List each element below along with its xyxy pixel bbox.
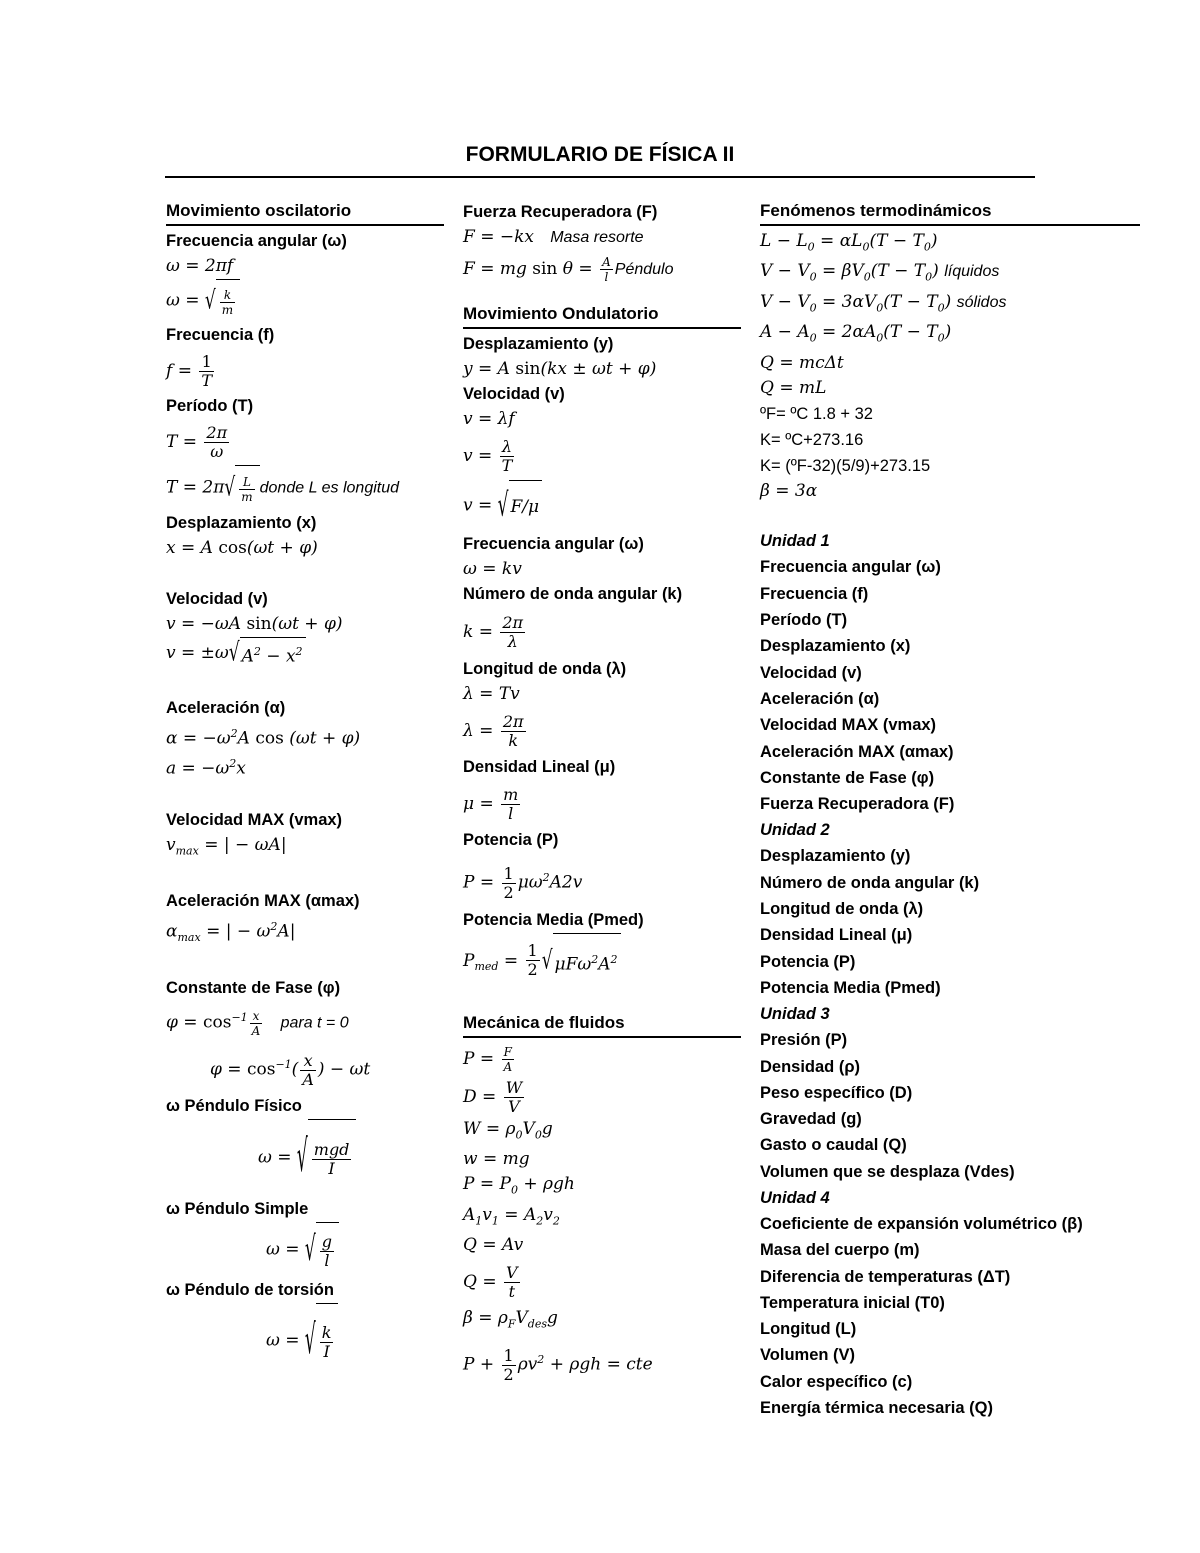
- section-heading-oscillatory: Movimiento oscilatorio: [166, 200, 444, 226]
- list-item: Frecuencia angular (ω): [760, 558, 941, 577]
- formula-bernoulli: P + $\frac{1}{2}$ $\rho v^2 + \rho gh$ = cte: [463, 1346, 653, 1385]
- list-item: Constante de Fase (φ): [760, 768, 935, 787]
- list-item: Densidad Lineal (μ): [760, 926, 913, 945]
- formula-omega-2pif: ω = 2πf: [166, 256, 234, 276]
- section-heading-fluids: Mecánica de fluidos: [463, 1012, 741, 1038]
- unit-heading: Unidad 1: [760, 532, 830, 551]
- formula-W-rho: $W = \rho_0V_0g$: [463, 1118, 553, 1142]
- formula-P-F-A: P = $\frac{F}{A}$: [463, 1044, 513, 1074]
- label-period: Período (T): [166, 397, 254, 415]
- label-velocity: Velocidad (v): [166, 590, 268, 608]
- list-item: Coeficiente de expansión volumétrico (β): [760, 1214, 1083, 1233]
- formula-linear-expansion: $L - L_0 = \alpha L_0(T - T_0)$: [760, 231, 938, 254]
- formula-F-mg-sin: F = mg sin θ = $\frac{A}{l}$ Péndulo: [463, 255, 674, 284]
- column-thermo: [760, 200, 1140, 1421]
- formula-omega-kv: ω = kv: [463, 559, 522, 579]
- formula-beta: $\beta = \rho_FV_{des}g$: [463, 1308, 558, 1331]
- mass-spring-note: Masa resorte: [550, 229, 644, 246]
- label-mean-power: Potencia Media (Pmed): [463, 910, 644, 929]
- label-simple-pendulum: ω Péndulo Simple: [166, 1199, 309, 1218]
- label-restoring-force: Fuerza Recuperadora (F): [463, 203, 658, 221]
- list-item: Desplazamiento (y): [760, 847, 911, 866]
- label-acceleration-max: Aceleración MAX (αmax): [166, 892, 360, 911]
- formula-vol-solids: $V - V_0 = 3\alpha V_0(T - T_0)$ sólidos: [760, 291, 1007, 315]
- list-item: Temperatura inicial (T0): [760, 1293, 945, 1312]
- pendulum-note: Péndulo: [614, 261, 674, 278]
- list-item: Potencia (P): [760, 952, 856, 971]
- list-item: Longitud de onda (λ): [760, 900, 924, 919]
- formula-v-sin: v = −ωA sin(ωt + φ): [166, 614, 343, 634]
- formula-P: P = $\frac{1}{2}$ $\mu\omega^2A2v$: [463, 863, 583, 902]
- formula-omega-physical: ω = √ $\frac{\text{mgd}}{I}$: [166, 1119, 444, 1197]
- formula-Pmed: $P_{med}$ = $\frac{1}{2}$ √ $\mu F\omega^2A^2$: [463, 933, 741, 992]
- page-title: FORMULARIO DE FÍSICA II: [465, 143, 735, 166]
- label-phase-constant: Constante de Fase (φ): [166, 979, 341, 998]
- list-item: Velocidad MAX (vmax): [760, 716, 937, 735]
- list-item: Diferencia de temperaturas (ΔT): [760, 1267, 1011, 1286]
- units-index-list: [760, 528, 1140, 1421]
- list-item: Potencia Media (Pmed): [760, 978, 941, 997]
- formula-v-sqrt: v = ±ω√ $A^2 - x^2$: [166, 637, 444, 670]
- formula-v-sqrt-F-mu: v = √ F/μ: [463, 480, 741, 532]
- formula-x-cos: x = A cos(ωt + φ): [166, 538, 318, 558]
- formula-Q-mL: Q = mL: [760, 377, 827, 398]
- list-item: Masa del cuerpo (m): [760, 1241, 920, 1260]
- formula-k-2pi-lambda: k = $\frac{2\pi}{\lambda}$: [463, 613, 524, 651]
- conversion-K-from-F: K= (ºF-32)(5/9)+273.15: [760, 457, 931, 476]
- formula-T-pendulum: T = 2π√ $\frac{L}{m}$ donde L es longitud: [166, 465, 444, 511]
- formula-f-1-T: f = $\frac{1}{T}$: [166, 352, 213, 390]
- section-heading-thermo: Fenómenos termodinámicos: [760, 200, 1140, 226]
- formula-omega-torsion: ω = √ $\frac{k}{I}$: [166, 1303, 444, 1379]
- label-wave-angular-frequency: Frecuencia angular (ω): [463, 535, 644, 553]
- list-item: Densidad (ρ): [760, 1057, 861, 1076]
- formula-phi-acos-t0: $\varphi = \cos^{-1}$ $\frac{x}{A}$ para t = 0: [166, 1009, 349, 1039]
- list-item: Número de onda angular (k): [760, 873, 980, 892]
- column-waves-fluids: [463, 200, 741, 1389]
- label-power: Potencia (P): [463, 831, 559, 849]
- list-item: Energía térmica necesaria (Q): [760, 1399, 993, 1418]
- formula-v-lambda-f: v = λf: [463, 409, 515, 429]
- label-acceleration: Aceleración (α): [166, 698, 286, 717]
- list-item: Peso específico (D): [760, 1083, 913, 1102]
- conversion-F: ºF= ºC 1.8 + 32: [760, 404, 873, 423]
- period-note: donde L es longitud: [259, 479, 400, 497]
- formula-F-kx: F = −kx Masa resorte: [463, 227, 644, 247]
- formula-y-sin: y = A sin(kx ± ωt + φ): [463, 359, 657, 379]
- formula-T-2pi-omega: T = $\frac{2\pi}{\omega}$: [166, 423, 228, 461]
- list-item: Volumen (V): [760, 1346, 856, 1365]
- liquids-note: líquidos: [944, 263, 1000, 281]
- formula-alpha-cos: $\alpha = -\omega^2A$ cos (ωt + φ): [166, 726, 361, 749]
- label-physical-pendulum: ω Péndulo Físico: [166, 1096, 302, 1115]
- label-torsion-pendulum: ω Péndulo de torsión: [166, 1280, 334, 1299]
- label-frequency: Frecuencia (f): [166, 326, 275, 344]
- formula-omega-simple: ω = √ $\frac{g}{l}$: [166, 1222, 444, 1278]
- formula-Q-Av: Q = Av: [463, 1235, 524, 1256]
- label-linear-density: Densidad Lineal (μ): [463, 758, 616, 776]
- list-item: Gasto o caudal (Q): [760, 1136, 907, 1155]
- formula-area-expansion: $A - A_0 = 2\alpha A_0(T - T_0)$: [760, 322, 952, 345]
- section-heading-waves: Movimiento Ondulatorio: [463, 303, 741, 329]
- list-item: Presión (P): [760, 1031, 848, 1050]
- formula-v-lambda-T: v = $\frac{\lambda}{T}$: [463, 437, 513, 475]
- list-item: Fuerza Recuperadora (F): [760, 795, 955, 814]
- label-wave-number: Número de onda angular (k): [463, 585, 683, 603]
- formula-Q-V-t: Q = $\frac{V}{t}$: [463, 1263, 518, 1302]
- formula-lambda-2pi-k: λ = $\frac{2\pi}{k}$: [463, 712, 524, 750]
- list-item: Aceleración MAX (αmax): [760, 742, 954, 761]
- unit-heading: Unidad 3: [760, 1005, 830, 1024]
- unit-heading: Unidad 4: [760, 1188, 830, 1207]
- label-wave-displacement: Desplazamiento (y): [463, 335, 614, 353]
- label-velocity-max: Velocidad MAX (vmax): [166, 810, 343, 829]
- phase-note: para t = 0: [280, 1015, 349, 1033]
- formula-omega-sqrt-k-m: ω = √ $\frac{k}{m}$: [166, 279, 444, 323]
- column-oscillatory: [166, 200, 444, 1379]
- title-divider: [165, 176, 1035, 178]
- formula-amax: $\alpha_{max}$ = | − $\omega^2A|$: [166, 920, 296, 945]
- solids-note: sólidos: [956, 293, 1007, 311]
- list-item: Volumen que se desplaza (Vdes): [760, 1162, 1015, 1181]
- formula-Q-mc: Q = mcΔt: [760, 352, 844, 373]
- list-item: Gravedad (g): [760, 1110, 862, 1129]
- unit-heading: Unidad 2: [760, 821, 830, 840]
- formula-vol-liquids: $V - V_0 = \beta V_0(T - T_0)$ líquidos: [760, 261, 1000, 284]
- formula-D-W-V: D = $\frac{W}{V}$: [463, 1077, 523, 1116]
- formula-w-mg: w = mg: [463, 1149, 530, 1170]
- label-displacement: Desplazamiento (x): [166, 514, 317, 532]
- formula-P-hydrostatic: $P = P_0 + \rho gh$: [463, 1174, 575, 1197]
- list-item: Período (T): [760, 611, 848, 630]
- label-angular-frequency: Frecuencia angular (ω): [166, 232, 347, 250]
- formula-phi-acos: $\varphi = \cos^{-1}$( $\frac{x}{A}$ ) − ωt: [210, 1050, 371, 1089]
- list-item: Longitud (L): [760, 1320, 857, 1339]
- label-wavelength: Longitud de onda (λ): [463, 660, 627, 678]
- list-item: Aceleración (α): [760, 689, 880, 708]
- formula-mu-m-l: μ = $\frac{m}{l}$: [463, 785, 519, 823]
- list-item: Frecuencia (f): [760, 584, 869, 603]
- list-item: Velocidad (v): [760, 663, 862, 682]
- conversion-K: K= ºC+273.16: [760, 430, 864, 449]
- label-wave-velocity: Velocidad (v): [463, 385, 565, 403]
- formula-continuity: $A_1v_1 = A_2v_2$: [463, 1204, 560, 1228]
- formula-lambda-Tv: λ = Tv: [463, 684, 520, 704]
- formula-beta-3alpha: β = 3α: [760, 481, 818, 502]
- formula-vmax: $v_{max}$ = | − ωA|: [166, 834, 287, 858]
- list-item: Calor específico (c): [760, 1372, 913, 1391]
- list-item: Desplazamiento (x): [760, 637, 911, 656]
- formula-a-omega-x: $a = -\omega^2x$: [166, 757, 246, 779]
